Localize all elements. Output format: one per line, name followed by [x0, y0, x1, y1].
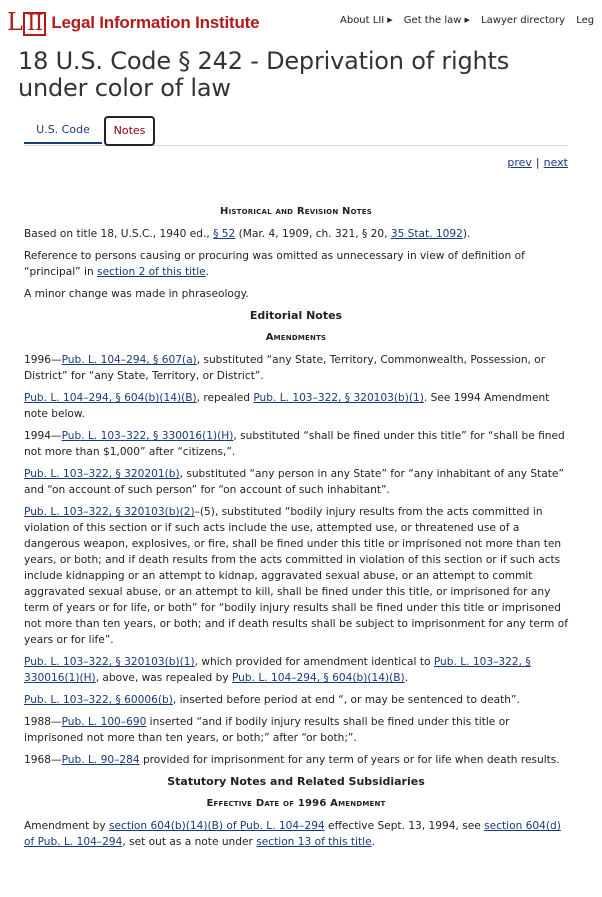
note-link[interactable]: section 13 of this title	[256, 836, 372, 848]
nav-get-the-law[interactable]: Get the law ▶	[403, 15, 470, 26]
note-link[interactable]: Pub. L. 103–322, § 330016(1)(H)	[24, 656, 531, 684]
top-bar	[0, 0, 595, 42]
note-link[interactable]: section 2 of this title	[97, 266, 206, 278]
note-link[interactable]: Pub. L. 90–284	[61, 754, 140, 766]
nav-about-lii[interactable]: About LII ▶	[340, 15, 393, 26]
note-link[interactable]: 35 Stat. 1092	[390, 228, 463, 240]
note-link[interactable]: Pub. L. 103–322, § 320103(b)(2)	[24, 506, 195, 518]
note-paragraph: Reference to persons causing or procuring was omitted as unnecessary in view of definition of “principal” in section 2 of this title.	[24, 250, 525, 278]
nav-legal-encyclopedia[interactable]: Leg	[576, 15, 595, 26]
amendment-paragraph: Pub. L. 103–322, § 320103(b)(2)–(5), substituted “bodily injury results from the acts committed in violation of this section or if such acts include the use, attempted use, or threatened use of a dangerous weapon, explosives, or fire, shall be fined under this title or imprisoned not more than ten years, or both; and if death results from the acts committed in violation of this section or if such acts include kidnapping or an attempt to kidnap, aggravated sexual abuse, or an attempt to commit aggravated sexual abuse, or an attempt to kill, shall be fined under this title, or imprisoned for any term of years or for life, or both” for “bodily injury results shall be fined under this title or imprisoned not more than ten years, or both; and if death results shall be subject to imprisonment for any term of years or for life”.	[24, 506, 568, 646]
nav-lawyer-directory[interactable]: Lawyer directory	[481, 15, 566, 26]
note-link[interactable]: Pub. L. 104–294, § 604(b)(14)(B)	[24, 392, 197, 404]
editorial-notes-heading: Editorial Notes	[249, 309, 343, 322]
effective-date-heading: Effective Date of 1996 Amendment	[206, 798, 386, 809]
lii-logo-mark: L II	[7, 9, 46, 36]
lii-logo[interactable]	[7, 9, 259, 36]
note-link[interactable]: Pub. L. 103–322, § 320103(b)(1)	[24, 656, 195, 668]
pager	[507, 156, 568, 169]
effective-date-paragraph: Amendment by section 604(b)(14)(B) of Pub. L. 104–294 effective Sept. 13, 1994, see section 604(d) of Pub. L. 104–294, set out as a note under section 13 of this title.	[24, 820, 561, 848]
amendment-paragraph: Pub. L. 103–322, § 320201(b), substituted “any person in any State” for “any inhabitant of any State” and “on account of such person” for “on account of such inhabitant”.	[24, 468, 564, 496]
tab-us-code[interactable]: U.S. Code	[24, 116, 102, 144]
note-link[interactable]: § 52	[213, 228, 236, 240]
note-paragraph: Based on title 18, U.S.C., 1940 ed., § 52 (Mar. 4, 1909, ch. 321, § 20, 35 Stat. 1092).	[24, 228, 471, 240]
tab-bar	[24, 116, 568, 146]
note-link[interactable]: section 604(d) of Pub. L. 104–294	[24, 820, 561, 848]
amendment-paragraph: Pub. L. 103–322, § 60006(b), inserted before period at end “, or may be sentenced to death”.	[24, 694, 520, 706]
amendments-heading: Amendments	[265, 332, 327, 343]
tab-notes[interactable]: Notes	[104, 116, 155, 146]
note-link[interactable]: Pub. L. 104–294, § 604(b)(14)(B)	[231, 672, 405, 684]
note-link[interactable]: Pub. L. 103–322, § 60006(b)	[24, 694, 173, 706]
note-link[interactable]: Pub. L. 103–322, § 320103(b)(1)	[253, 392, 424, 404]
pager-separator: |	[535, 156, 540, 169]
top-nav	[340, 15, 602, 26]
note-link[interactable]: Pub. L. 104–294, § 607(a)	[61, 354, 197, 366]
note-link[interactable]: Pub. L. 100–690	[61, 716, 147, 728]
caret-right-icon: ▶	[387, 16, 393, 24]
page-title: 18 U.S. Code § 242 - Deprivation of rights under color of law	[18, 47, 510, 102]
statutory-notes-heading: Statutory Notes and Related Subsidiaries	[167, 775, 425, 788]
lii-logo-text: Legal Information Institute	[51, 12, 260, 32]
amendment-paragraph: Pub. L. 104–294, § 604(b)(14)(B), repealed Pub. L. 103–322, § 320103(b)(1). See 1994 Amendment note below.	[24, 392, 550, 420]
caret-right-icon: ▶	[464, 16, 470, 24]
amendment-paragraph: 1996—Pub. L. 104–294, § 607(a), substituted “any State, Territory, Commonwealth, Possession, or District” for “any State, Territory, or District”.	[24, 354, 546, 382]
historical-revision-heading: Historical and Revision Notes	[220, 206, 372, 217]
prev-link[interactable]: prev	[507, 156, 532, 169]
note-paragraph: A minor change was made in phraseology.	[24, 288, 249, 300]
note-link[interactable]: Pub. L. 103–322, § 330016(1)(H)	[61, 430, 234, 442]
note-link[interactable]: section 604(b)(14)(B) of Pub. L. 104–294	[108, 820, 325, 832]
amendment-paragraph: 1968—Pub. L. 90–284 provided for imprisonment for any term of years or for life when death results.	[24, 754, 560, 766]
next-link[interactable]: next	[543, 156, 568, 169]
amendment-paragraph: Pub. L. 103–322, § 320103(b)(1), which provided for amendment identical to Pub. L. 103–322, § 330016(1)(H), above, was repealed by Pub. L. 104–294, § 604(b)(14)(B).	[24, 656, 531, 684]
notes-content	[24, 204, 568, 856]
note-link[interactable]: Pub. L. 103–322, § 320201(b)	[24, 468, 180, 480]
amendment-paragraph: 1988—Pub. L. 100–690 inserted “and if bodily injury results shall be fined under this title or imprisoned not more than ten years, or both;” after “or both;”.	[24, 716, 510, 744]
amendment-paragraph: 1994—Pub. L. 103–322, § 330016(1)(H), substituted “shall be fined under this title” for “shall be fined not more than $1,000” after “citizens,”.	[24, 430, 565, 458]
